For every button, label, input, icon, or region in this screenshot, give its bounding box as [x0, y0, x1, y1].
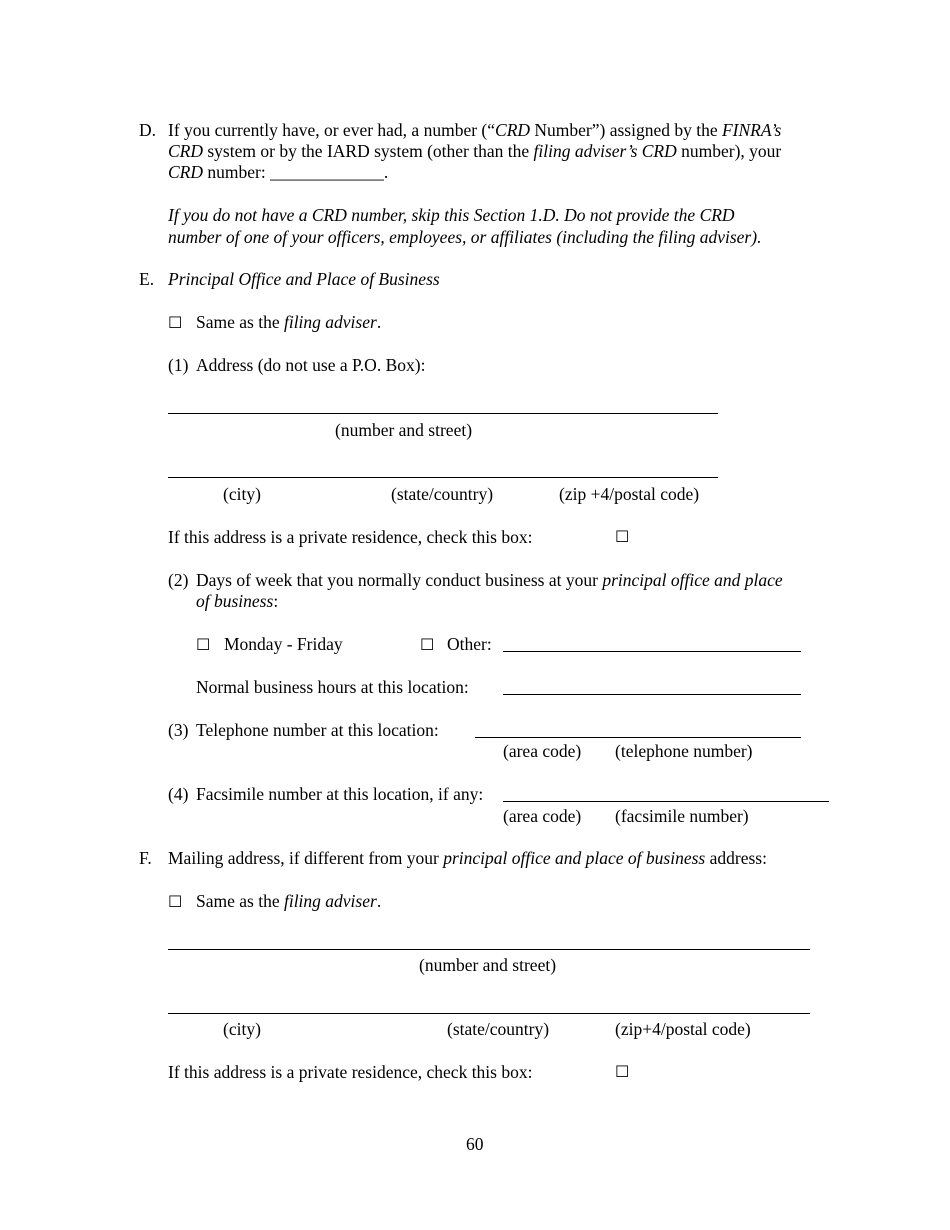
- item-4-number: (4): [168, 784, 189, 804]
- monday-friday-label: Monday - Friday: [224, 634, 343, 654]
- state-caption-e: (state/country): [391, 484, 494, 504]
- zip-caption-e: (zip +4/postal code): [559, 484, 700, 504]
- item-2-number: (2): [168, 570, 189, 590]
- city-state-zip-line-e[interactable]: [168, 477, 718, 478]
- section-d-line-1: If you currently have, or ever had, a number (“CRD Number”) assigned by the FINRA’s: [168, 120, 782, 140]
- street-address-line-e[interactable]: [168, 413, 718, 414]
- section-d-line-2: CRD system or by the IARD system (other than the filing adviser’s CRD number), your: [168, 141, 782, 161]
- page-number: 60: [466, 1134, 484, 1154]
- telephone-label: Telephone number at this location:: [196, 720, 439, 740]
- item-2-line-2: of business:: [196, 591, 279, 611]
- same-as-filing-adviser-label-e: Same as the filing adviser.: [196, 312, 382, 332]
- section-f-letter: F.: [139, 848, 152, 868]
- same-as-filing-adviser-label-f: Same as the filing adviser.: [196, 891, 382, 911]
- item-2-line-1: Days of week that you normally conduct business at your principal office and place: [196, 570, 783, 590]
- monday-friday-checkbox[interactable]: ☐: [196, 635, 211, 654]
- telephone-area-code-caption: (area code): [503, 741, 582, 761]
- telephone-number-caption: (telephone number): [615, 741, 753, 761]
- section-d-note-line-2: number of one of your officers, employees, or affiliates (including the filing adviser).: [168, 227, 762, 247]
- city-state-zip-line-f[interactable]: [168, 1013, 810, 1014]
- state-caption-f: (state/country): [447, 1019, 550, 1039]
- section-e-title: Principal Office and Place of Business: [168, 269, 440, 289]
- city-caption-f: (city): [223, 1019, 261, 1039]
- item-1-number: (1): [168, 355, 189, 375]
- street-address-line-f[interactable]: [168, 949, 810, 950]
- other-days-checkbox[interactable]: ☐: [420, 635, 435, 654]
- business-hours-line[interactable]: [503, 694, 801, 695]
- item-3-number: (3): [168, 720, 189, 740]
- same-as-filing-adviser-checkbox-e[interactable]: ☐: [168, 313, 183, 332]
- other-days-line[interactable]: [503, 651, 801, 652]
- crd-number-field[interactable]: CRD number: _____________.: [168, 162, 389, 182]
- facsimile-line[interactable]: [503, 801, 829, 802]
- facsimile-area-code-caption: (area code): [503, 806, 582, 826]
- zip-caption-f: (zip+4/postal code): [615, 1019, 751, 1039]
- section-d-note-line-1: If you do not have a CRD number, skip this Section 1.D. Do not provide the CRD: [168, 205, 735, 225]
- private-residence-checkbox-e[interactable]: ☐: [615, 527, 630, 546]
- section-f-title: Mailing address, if different from your principal office and place of business address:: [168, 848, 767, 868]
- facsimile-label: Facsimile number at this location, if any:: [196, 784, 484, 804]
- street-caption-e: (number and street): [335, 420, 473, 440]
- city-caption-e: (city): [223, 484, 261, 504]
- section-e-letter: E.: [139, 269, 155, 289]
- item-1-label: Address (do not use a P.O. Box):: [196, 355, 426, 375]
- business-hours-label: Normal business hours at this location:: [196, 677, 469, 697]
- private-residence-label-f: If this address is a private residence, check this box:: [168, 1062, 533, 1082]
- other-days-label: Other:: [447, 634, 492, 654]
- private-residence-checkbox-f[interactable]: ☐: [615, 1062, 630, 1081]
- telephone-line[interactable]: [475, 737, 801, 738]
- same-as-filing-adviser-checkbox-f[interactable]: ☐: [168, 892, 183, 911]
- facsimile-number-caption: (facsimile number): [615, 806, 749, 826]
- street-caption-f: (number and street): [419, 955, 557, 975]
- private-residence-label-e: If this address is a private residence, check this box:: [168, 527, 533, 547]
- section-d-letter: D.: [139, 120, 157, 140]
